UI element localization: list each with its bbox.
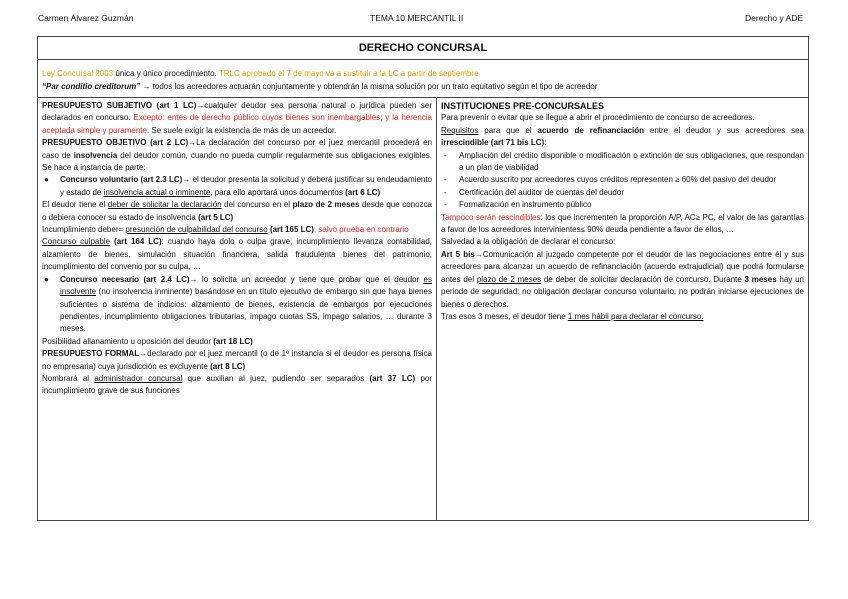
requisito-4: - Formalización en instrumento público — [444, 200, 592, 210]
header-subject: Derecho y ADE — [745, 13, 804, 23]
presupuesto-formal: PRESUPUESTO FORMAL→declarado por el juez mercantil (o de 1ª instancia si el deudor es persona física no empresaria) cuya jurisdicción es excluyente (art 8 LC) — [42, 349, 433, 371]
intro-line-2: “Par conditio creditorum” → todos los acreedores actuarán conjuntamente y obtendrán la misma solución por un trato equitativo según el tipo de acreedor — [42, 81, 598, 91]
incumplimiento-deber: Incumplimiento deber= presunción de culpabilidad del concurso (art 165 LC), salvo prueba en contrario — [42, 225, 409, 235]
document-table — [37, 36, 809, 521]
allanamiento: Posibilidad allanamiento u oposición del deudor (art 18 LC) — [42, 336, 253, 346]
left-column — [38, 98, 437, 520]
presupuesto-subjetivo: PRESUPUESTO SUBJETIVO (art 1 LC)→cualquier deudor sea persona natural o jurídica pueden ser declarados en concurso. Excepto: entes de derecho público cuyos bienes son inembargables; y la herencia aceptada simple y puramente. Se suele exigir la existencia de más de un acreedor. — [42, 101, 433, 135]
document-title: DERECHO CONCURSAL — [38, 37, 808, 60]
tampoco-rescindibles: Tampoco serán rescindibles: los que incrementen la proporción A/P, AC≥ PC, el valor de las garantías a favor de los acreedores intervinientes≤ 90% deuda pendiente a favor de ellos, … — [441, 212, 804, 235]
intro — [42, 68, 804, 93]
concurso-culpable: Concurso culpable (art 164 LC): cuando haya dolo o culpa grave, incumplimiento llevanza contabilidad, alzamiento de bienes, simulación situación financiera, salida fraudulenta bienes del patrimonio, incumplimiento del convenio por su culpa, … — [42, 237, 433, 272]
concurso-voluntario-bullet: ● Concurso voluntario (art 2.3 LC)→ el deudor presenta la solicitud y deberá justificar su endeudamiento y estado de insolvencia actual o inminente, para ello aportará unos documentos (art 6 LC) — [44, 175, 433, 197]
requisito-3: - Certificación del auditor de cuentas del deudor — [444, 187, 624, 197]
right-title: INSTITUCIONES PRE-CONCURSALES — [441, 101, 605, 111]
intro-line-1: Ley Concursal 2003 única y único procedimiento. TRLC aprobado el 7 de mayo va a sustituir a la LC a partir de septiembre — [42, 69, 479, 78]
presupuesto-objetivo: PRESUPUESTO OBJETIVO (art 2 LC)→La declaración del concurso por el juez mercantil procederá en caso de insolvencia del deudor común, cuando no pueda cumplir regularmente sus obligaciones exigibles. Se hace a instancia de parte: — [42, 138, 433, 173]
bullet-icon: ● — [44, 274, 49, 284]
deber-solicitar: El deudor tiene el deber de solicitar la declaración del concurso en el plazo de 2 meses desde que conozca o debiera conocer su estado de insolvencia (art 5 LC) — [42, 200, 433, 222]
requisitos: Requisitos para que el acuerdo de refinanciación entre el deudor y sus acreedores sea irrescindible (art 71 bis LC): — [441, 125, 804, 148]
administrador-concursal: Nombrará al administrador concursal que auxilian al juez, pudiendo ser separados (art 37 LC) por incumplimiento grave de sus funciones — [42, 373, 433, 396]
header-author: Carmen Álvarez Guzmán — [38, 13, 134, 23]
tras-3-meses: Tras esos 3 meses, el deudor tiene 1 mes hábil para declarar el concurso. — [441, 311, 704, 321]
bullet-icon: ● — [44, 175, 49, 185]
header-topic: TEMA 10 MERCANTIL II — [370, 13, 464, 23]
salvedad: Salvedad a la obligación de declarar el concurso: — [441, 237, 616, 247]
right-column — [437, 98, 808, 520]
prevenir: Para prevenir o evitar que se llegue a abrir el procedimiento de concurso de acreedores. — [441, 113, 755, 123]
requisito-2: - Acuerdo suscrito por acreedores cuyos créditos representen ≥ 60% del pasivo del deudor — [444, 175, 777, 185]
concurso-necesario-bullet: ● Concurso necesario (art 2.4 LC)→ lo solicita un acreedor y tiene que probar que el deudor es insolvente (no insolvencia inminente) basándose en un título ejecutivo de embargo sin que haya bienes suficientes o sistema de indicios: alzamiento de bienes, existencia de embargos por ejecuciones pendientes, incumplimiento obligaciones tributarias, impago cuotas SS, impago salarios, … durante 3 meses. — [44, 274, 432, 334]
requisito-1: - Ampliación del crédito disponible o modificación o extinción de sus obligaciones, que respondan a un plan de viabilidad — [444, 150, 804, 173]
art-5-bis: Art 5 bis→Comunicación al juzgado competente por el deudor de las negociaciones entre él y sus acreedores para alcanzar un acuerdo de refinanciación (acuerdo extrajudicial) que podrá formularse antes del plazo de 2 meses de deber de solicitar declaración de concurso. Durante 3 meses hay un periodo de seguridad: no obligación declarar concurso voluntario, no podrán iniciarse ejecuciones de bienes o derechos. — [441, 249, 805, 309]
